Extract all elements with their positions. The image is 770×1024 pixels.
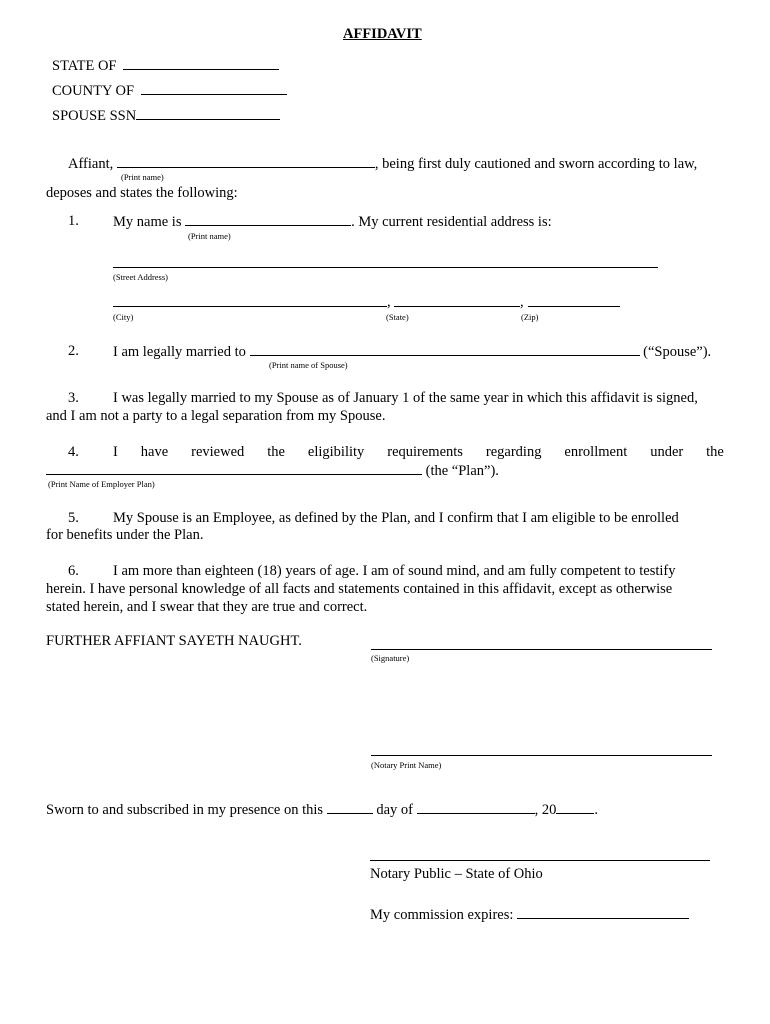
state-caption: (State): [386, 312, 409, 322]
item4-word: regarding: [485, 444, 542, 460]
item1-name-blank[interactable]: [185, 212, 351, 226]
state-field: [52, 56, 279, 75]
document-title: AFFIDAVIT: [343, 26, 422, 42]
intro-line-2: deposes and states the following:: [46, 185, 238, 201]
affiant-print-name-caption: (Print name): [121, 172, 164, 182]
item4-line-2-text: (the “Plan”).: [425, 463, 499, 479]
affiant-label: Affiant,: [68, 156, 114, 172]
item3-line-1: I was legally married to my Spouse as of January 1 of the same year in which this affidavit is signed,: [113, 390, 698, 406]
item4-word: requirements: [387, 444, 463, 460]
item4-word: enrollment: [564, 444, 628, 460]
item6-line-3: stated herein, and I swear that they are true and correct.: [46, 599, 368, 615]
item6-number: 6.: [68, 563, 79, 579]
zip-blank[interactable]: [528, 306, 620, 307]
zip-caption: (Zip): [521, 312, 539, 322]
sworn-line: [46, 800, 598, 819]
city-blank[interactable]: [113, 306, 387, 307]
employer-plan-caption: (Print Name of Employer Plan): [48, 479, 155, 489]
notary-print-name-blank[interactable]: [371, 755, 712, 756]
county-field: [52, 81, 287, 100]
sworn-text-d: .: [594, 802, 598, 818]
item2-line: [113, 342, 711, 361]
county-label: COUNTY OF: [52, 83, 135, 99]
item6-line-1: I am more than eighteen (18) years of age. I am of sound mind, and am fully competent to testify: [113, 563, 676, 579]
city-caption: (City): [113, 312, 134, 322]
sworn-text-b: day of: [376, 802, 413, 818]
spouse-name-blank[interactable]: [250, 342, 640, 356]
street-address-caption: (Street Address): [113, 272, 169, 282]
state-label: STATE OF: [52, 58, 117, 74]
affiant-sworn-text: , being first duly cautioned and sworn according to law,: [374, 156, 698, 172]
sworn-text-c: , 20: [534, 802, 557, 818]
commission-expires-line: [370, 905, 689, 924]
item4-word: the: [267, 444, 285, 460]
item3-line-2: and I am not a party to a legal separation from my Spouse.: [46, 408, 386, 424]
sworn-year-blank[interactable]: [556, 800, 594, 814]
item4-word: I: [113, 444, 118, 460]
item5-line-1: My Spouse is an Employee, as defined by the Plan, and I confirm that I am eligible to be enrolled: [113, 510, 679, 526]
spouse-ssn-label: SPOUSE SSN: [52, 108, 137, 124]
item3-number: 3.: [68, 390, 79, 406]
item2-text-a: I am legally married to: [113, 344, 246, 360]
item5-number: 5.: [68, 510, 79, 526]
notary-print-name-caption: (Notary Print Name): [371, 760, 442, 770]
sworn-text-a: Sworn to and subscribed in my presence on this: [46, 802, 324, 818]
county-blank[interactable]: [141, 81, 287, 95]
item4-line-1: [113, 443, 724, 461]
further-affiant-naught: FURTHER AFFIANT SAYETH NAUGHT.: [46, 633, 302, 649]
item1-text-a: My name is: [113, 214, 182, 230]
employer-plan-blank[interactable]: [46, 461, 422, 475]
state-address-blank[interactable]: [394, 306, 520, 307]
state-blank[interactable]: [123, 56, 279, 70]
item4-word: the: [706, 444, 724, 460]
sworn-month-blank[interactable]: [417, 800, 535, 814]
street-address-blank[interactable]: [113, 267, 658, 268]
spouse-ssn-field: [52, 106, 280, 125]
spouse-name-caption: (Print name of Spouse): [269, 360, 348, 370]
notary-signature-blank[interactable]: [370, 860, 710, 861]
item1-number: 1.: [68, 213, 79, 229]
item1-line: [113, 212, 552, 231]
item1-text-b: . My current residential address is:: [351, 214, 552, 230]
notary-public-label: Notary Public – State of Ohio: [370, 866, 543, 882]
item5-line-2: for benefits under the Plan.: [46, 527, 204, 543]
commission-expires-blank[interactable]: [517, 905, 689, 919]
item6-line-2: herein. I have personal knowledge of all facts and statements contained in this affidavit, except as otherwise: [46, 581, 673, 597]
item4-word: under: [650, 444, 684, 460]
affiant-line: [68, 154, 697, 173]
commission-expires-label: My commission expires:: [370, 907, 514, 923]
item2-number: 2.: [68, 343, 79, 359]
affiant-name-blank[interactable]: [117, 154, 375, 168]
item4-word: eligibility: [307, 444, 365, 460]
item1-print-name-caption: (Print name): [188, 231, 231, 241]
spouse-ssn-blank[interactable]: [136, 106, 280, 120]
item4-word: reviewed: [191, 444, 245, 460]
signature-caption: (Signature): [371, 653, 410, 663]
item4-number: 4.: [68, 444, 79, 460]
item4-word: have: [140, 444, 169, 460]
signature-blank[interactable]: [371, 649, 712, 650]
item2-text-b: (“Spouse”).: [643, 344, 712, 360]
sworn-day-blank[interactable]: [327, 800, 373, 814]
item4-line-2: [46, 461, 499, 480]
